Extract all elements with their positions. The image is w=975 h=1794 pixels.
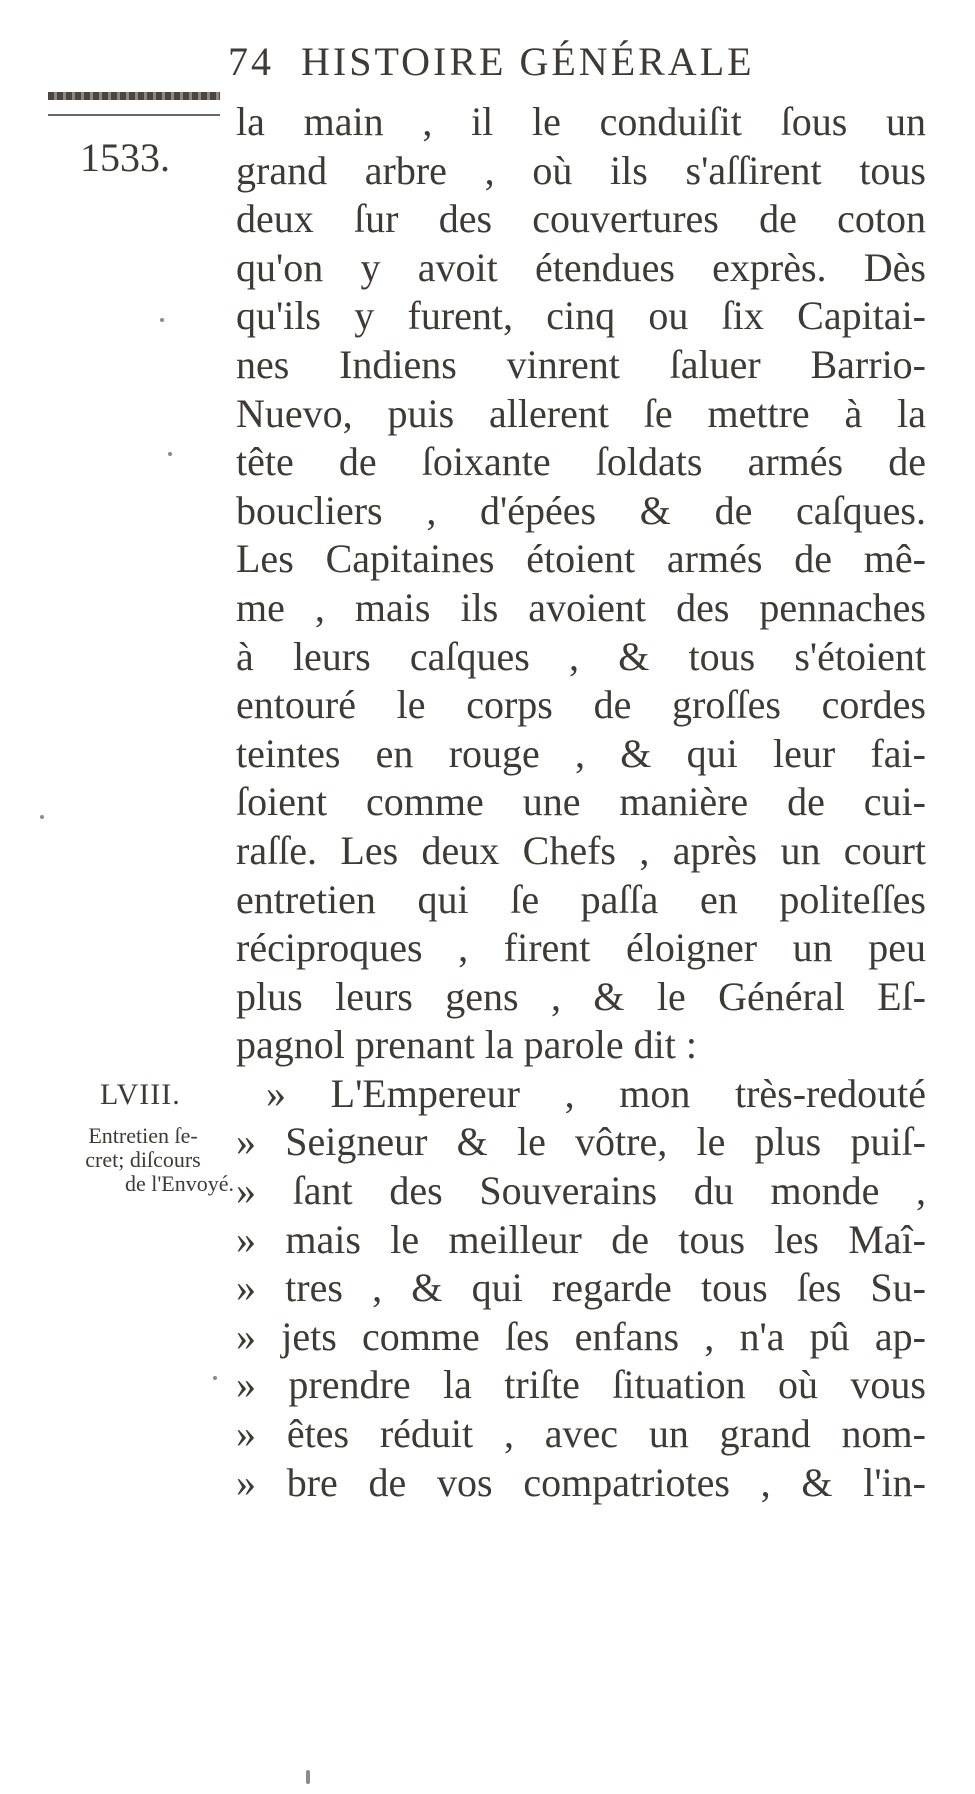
- side-note-line: cret; diſcours: [85, 1147, 201, 1172]
- text-line: grand arbre , où ils s'aſſirent tous: [236, 147, 926, 193]
- text-line: nes Indiens vinrent ſaluer Barrio-: [236, 341, 926, 387]
- text-line: qu'on y avoit étendues exprès. Dès: [236, 244, 926, 290]
- text-line: réciproques , firent éloigner un peu: [236, 925, 926, 971]
- text-line: la main , il le conduiſit ſous un: [236, 99, 926, 144]
- text-line: entretien qui ſe paſſa en politeſſes: [236, 876, 926, 922]
- section-number: LVIII.: [100, 1078, 181, 1111]
- text-line: raſſe. Les deux Chefs , après un court: [236, 827, 926, 873]
- margin-year: 1533.: [80, 135, 170, 180]
- paper-speck: [160, 318, 164, 322]
- text-line: Les Capitaines étoient armés de mê-: [236, 536, 926, 582]
- text-line: » prendre la triſte ſituation où vous: [236, 1362, 926, 1408]
- text-line: ſoient comme une manière de cui-: [236, 779, 926, 825]
- text-line: plus leurs gens , & le Général Eſ-: [236, 973, 926, 1019]
- running-title: HISTOIRE GÉNÉRALE: [301, 39, 755, 84]
- text-line: teintes en rouge , & qui leur fai-: [236, 730, 926, 776]
- text-line: tête de ſoixante ſoldats armés de: [236, 439, 926, 485]
- text-line: qu'ils y furent, cinq ou ſix Capitai-: [236, 293, 926, 339]
- text-line: » jets comme ſes enfans , n'a pû ap-: [236, 1313, 926, 1359]
- text-line: à leurs caſques , & tous s'étoient: [236, 633, 926, 679]
- text-line: boucliers , d'épées & de caſques.: [236, 487, 926, 533]
- text-line: » tres , & qui regarde tous ſes Su-: [236, 1265, 926, 1311]
- text-line: » êtes réduit , avec un grand nom-: [236, 1411, 926, 1457]
- text-line: Nuevo, puis allerent ſe mettre à la: [236, 390, 926, 436]
- text-line: deux ſur des couvertures de coton: [236, 196, 926, 242]
- margin-ornament: [48, 92, 220, 100]
- text-line: » bre de vos compatriotes , & l'in-: [236, 1459, 926, 1505]
- side-note-line: Entretien ſe-: [88, 1123, 198, 1148]
- paper-speck: [306, 1770, 310, 1784]
- margin-rule: [48, 114, 220, 116]
- text-line: entouré le corps de groſſes cordes: [236, 682, 926, 728]
- side-note: [52, 1124, 234, 1196]
- text-line: » L'Empereur , mon très-redouté: [266, 1070, 926, 1116]
- text-line: » Seigneur & le vôtre, le plus puiſ-: [236, 1119, 926, 1165]
- text-line: » ſant des Souverains du monde ,: [236, 1168, 926, 1214]
- paper-speck: [213, 1376, 217, 1380]
- running-header: [228, 38, 755, 85]
- side-note-line: de l'Envoyé.: [124, 1171, 234, 1196]
- text-line: » mais le meilleur de tous les Maî-: [236, 1216, 926, 1262]
- text-line: me , mais ils avoient des pennaches: [236, 584, 926, 630]
- page-number: 74: [228, 39, 274, 84]
- paper-speck: [168, 452, 172, 456]
- text-line: pagnol prenant la parole dit :: [236, 1022, 697, 1068]
- body-text: [236, 98, 926, 1507]
- paper-speck: [40, 815, 44, 819]
